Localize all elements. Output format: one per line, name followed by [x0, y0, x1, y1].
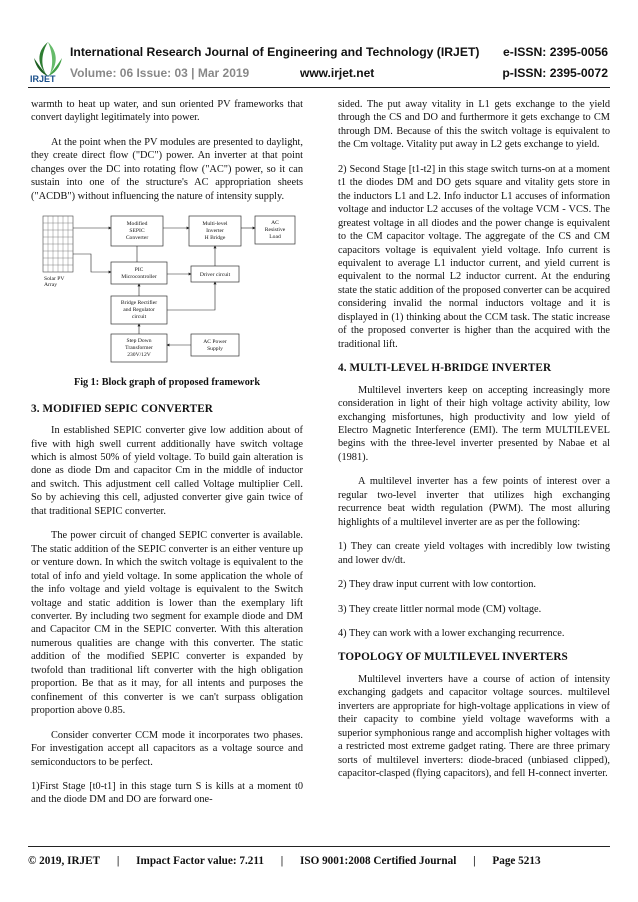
footer-separator: | [473, 855, 476, 867]
list-item: 4) They can work with a lower exchanging recurrence. [338, 627, 565, 639]
right-column [338, 98, 610, 791]
paragraph: A multilevel inverter has a few points of interest over a regular two-level inverter that utilizes high exchanging recurrence beat width regulation (PWM). The most alluring highlights of a multilevel inverter are as per the following: [338, 476, 610, 528]
load-block [255, 216, 295, 244]
impact-factor: Impact Factor value: 7.211 [136, 855, 264, 867]
transformer-label: Transformer [125, 345, 153, 352]
block-diagram-figure [31, 214, 303, 364]
page-footer [28, 855, 610, 867]
page-number: Page 5213 [492, 855, 541, 867]
list-item: 3) They create littler normal mode (CM) voltage. [338, 603, 542, 615]
inverter-block [189, 216, 241, 246]
inverter-label: H Bridge [204, 235, 226, 242]
eissn: e-ISSN: 2395-0056 [502, 45, 608, 59]
sepic-block [111, 216, 163, 246]
sepic-label: Converter [125, 235, 149, 242]
solar-label: Solar PV [44, 276, 65, 283]
list-item: 1) They can create yield voltages with incredibly low twisting and lower dv/dt. [338, 541, 610, 566]
section-heading: 3. MODIFIED SEPIC CONVERTER [31, 402, 213, 415]
load-label: AC [271, 220, 279, 227]
logo-text: IRJET [30, 74, 56, 84]
paragraph: Multilevel inverters have a course of action of intensity exchanging gadgets and capacitor voltage sources. multilevel inverters are appropriate for high-voltage applications in view of their capacity to combine yield voltage waveforms with a superior symphonious range and accomplish higher voltages with a restricted most extreme gadget rating. There are three primary sorts of multilevel inverters: diode-braced (unbiased clipped), capacitor-clasped (flying capacitors), and fell H-connect inverter. [338, 673, 610, 780]
paragraph: At the point when the PV modules are presented to daylight, they create direct flow ("DC") power. An inverter at that point changes over the DC into rotating flow ("AC") power, so it can sustain into one of the structure's AC appropriation sheets ("ACDB") without influencing the nature of intensity supply. [31, 136, 303, 202]
bridge-rectifier-block [111, 296, 167, 324]
transformer-label: 230V/12V [127, 352, 151, 359]
journal-website: www.irjet.net [300, 66, 375, 80]
load-label: Resistive [264, 227, 286, 234]
load-label: Load [269, 234, 281, 241]
sepic-label: Modified [126, 221, 148, 228]
block-diagram [31, 214, 303, 364]
paragraph: In established SEPIC converter give low addition about of five with high swell current additionally have switch voltage which is almost 50% of yield voltage. To build gain alteration is done as diode Dm and capacitor Cm in the middle of inductor and switch. This adjustment cell called Voltage multiplier Cell. So by achieving this cell, adjusted converter give gain twice of that traditional SEPIC converter. [31, 425, 303, 517]
paragraph: 2) Second Stage [t1-t2] in this stage switch turns-on at a moment t1 the diodes DM and DO gets square and vitality gets store in the inductors L1 and L2. Info inductor L1 accuses of information voltage and inductor L2 accuses of the voltage VCM - VCS. The greatest voltage in all diodes and the power change is equivalent to the CM capacitor voltage. The aggregate of the CS and CM capacitors voltage is equivalent yield voltage. Info current is equivalent to average L1 inductor current, and yield current is equivalent to the normal L2 inductor current. At the enduring state the static addition of the proposed converter can be acquired considering invalid the normal inductors voltage and it is displayed in (1) thinking about the CCM task. The static increase of the proposed converter is higher than the acquired with the traditional lift. [338, 163, 610, 350]
paragraph: Consider converter CCM mode it incorporates two phases. For investigation accept all capacitors as a voltage source and semiconductors to be perfect. [31, 729, 303, 768]
pic-block [111, 262, 167, 284]
paragraph: 1)First Stage [t0-t1] in this stage turn S is kills at a moment t0 and the diode DM and DO are forward one- [31, 780, 303, 806]
left-column [31, 98, 303, 818]
section-heading: 4. MULTI-LEVEL H-BRIDGE INVERTER [338, 362, 552, 375]
header-rule [28, 87, 610, 88]
bridge-label: circuit [131, 314, 147, 321]
figure-caption: Fig 1: Block graph of proposed framework [73, 377, 260, 389]
transformer-block [111, 334, 167, 362]
footer-rule [28, 846, 610, 847]
footer-separator: | [116, 855, 120, 867]
bridge-label: and Regulator [123, 307, 155, 314]
pissn: p-ISSN: 2395-0072 [502, 66, 608, 80]
paragraph: Multilevel inverters keep on accepting increasingly more consideration in light of their high voltage activity ability, low exchanging misfortunes, high productivity and low yield of Electro Magnetic Interference (EMI). The term MULTILEVEL begins with the three-level inverter presented by Nabae et al (1981). [338, 384, 610, 463]
driver-label: Driver circuit [199, 272, 231, 279]
volume-issue: Volume: 06 Issue: 03 | Mar 2019 [70, 66, 250, 80]
pic-label: PIC [134, 267, 144, 274]
list-item: 2) They draw input current with low contortion. [338, 579, 537, 591]
sepic-label: SEPIC [129, 228, 145, 235]
iso-certification: ISO 9001:2008 Certified Journal [300, 855, 457, 867]
footer-separator: | [280, 855, 284, 867]
paragraph: sided. The put away vitality in L1 gets exchange to the yield through the CS and DO and furthermore it gets exchange to CM through DM. Because of this the switch voltage is equivalent to the Cm voltage. Vitality put away in L2 gets exchange to yield. [338, 99, 610, 151]
journal-title: International Research Journal of Engineering and Technology (IRJET) [70, 45, 480, 59]
solar-array [43, 216, 73, 288]
ac-supply-label: Supply [207, 346, 223, 353]
paragraph: warmth to heat up water, and sun oriented PV frameworks that convert daylight legitimately into power. [31, 99, 303, 124]
copyright: © 2019, IRJET [28, 855, 101, 867]
inverter-label: Multi-level [202, 221, 228, 228]
ac-supply-block [191, 334, 239, 356]
solar-label: Array [44, 282, 58, 289]
inverter-label: Inverter [206, 228, 224, 235]
ac-supply-label: AC Power [203, 339, 227, 346]
transformer-label: Step Down [126, 338, 152, 345]
paragraph: The power circuit of changed SEPIC converter is available. The static addition of the SEPIC converter is an either venture up or venture down. In which the switch voltage is equivalent to the total of info and yield voltage. In some application the whole of the info voltage and yield voltage is equivalent to the Switch voltage and static addition is lower than the exemplary lift converter. By including two segment for example diode and DM and Capacitor CM in the SEPIC converter. With this alteration numerous qualities are change with this converter. The static addition of the modified SEPIC converter is expanded by twofold than traditional lift converter with the high obligation proportion. Be that as it may, for all intents and purposes the confinement of this converter is we can't surpass obligation proportion above 0.85. [31, 530, 303, 717]
driver-block [191, 266, 239, 282]
bridge-label: Bridge Rectifier [120, 300, 158, 307]
section-heading: TOPOLOGY OF MULTILEVEL INVERTERS [338, 651, 568, 664]
page-header [0, 0, 638, 90]
pic-label: Microcontroller [121, 274, 157, 281]
